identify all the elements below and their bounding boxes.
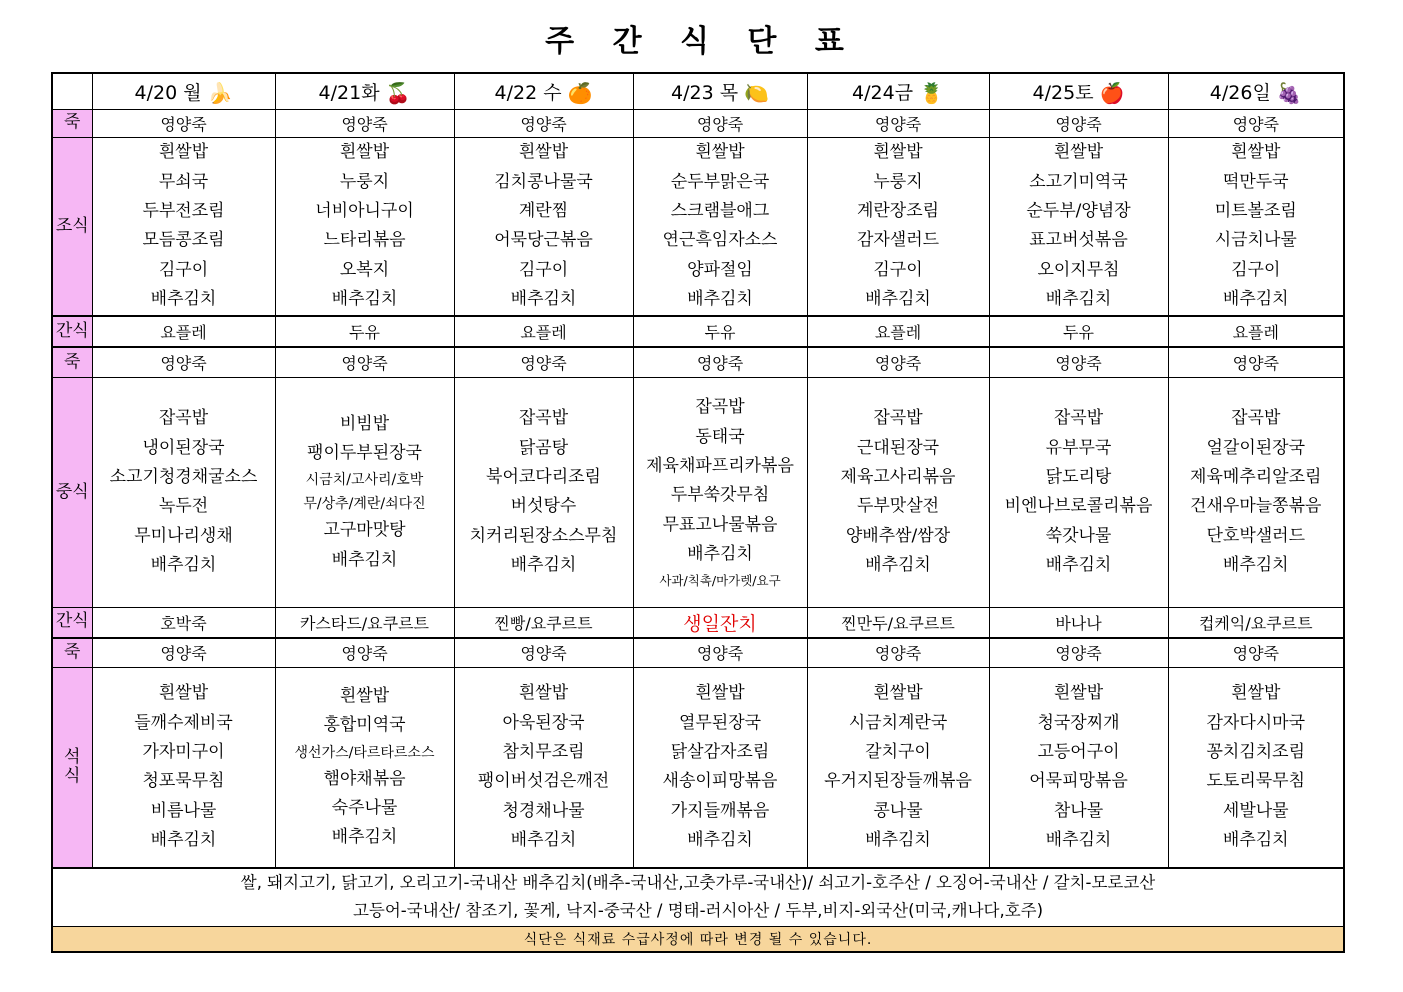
snack-am-cell: 두유	[633, 316, 807, 347]
orange-icon: 🍊	[567, 80, 593, 105]
breakfast-cell	[275, 137, 454, 316]
origin-line-2: 고등어-국내산/ 참조기, 꽃게, 낙지-중국산 / 명태-러시아산 / 두부,비지-외국산(미국,캐나다,호주)	[352, 901, 1044, 921]
dinner-cell	[989, 668, 1168, 868]
dinner-cell	[454, 668, 633, 868]
notice-row	[52, 927, 1344, 952]
menu-item: 무쇠국	[158, 171, 209, 192]
menu-item: 얼갈이된장국	[1206, 437, 1306, 458]
menu-item: 흰쌀밥	[695, 683, 745, 704]
menu-item: 배추김치	[687, 830, 753, 851]
menu-item: 청포묵무침	[142, 771, 225, 792]
menu-item: 청경채나물	[502, 800, 585, 821]
menu-item: 계란장조림	[856, 201, 940, 222]
menu-item: 들깨수제비국	[134, 712, 233, 733]
lunch-cell	[1168, 377, 1344, 607]
lunch-porridge-cell: 영양죽	[275, 347, 454, 377]
snack-am-cell: 두유	[989, 316, 1168, 347]
day-date: 4/21화	[318, 81, 380, 104]
menu-item: 배추김치	[331, 549, 398, 570]
snack-pm-cell: 호박죽	[92, 607, 275, 637]
label-breakfast: 조식	[52, 137, 92, 316]
menu-item: 비빔밥	[339, 413, 390, 434]
menu-item: 잡곡밥	[518, 408, 569, 429]
grape-icon: 🍇	[1276, 80, 1302, 105]
menu-item: 꽁치김치조림	[1206, 741, 1306, 762]
menu-item: 소고기청경채굴소스	[109, 466, 258, 487]
breakfast-cell	[807, 137, 989, 316]
cherry-icon: 🍒	[385, 80, 411, 105]
menu-item: 배추김치	[150, 289, 217, 310]
lunch-cell	[633, 377, 807, 607]
menu-item: 사과/칙촉/마가렛/요구	[659, 572, 781, 588]
menu-item: 근대된장국	[856, 437, 940, 458]
snack-am-cell: 요플레	[807, 316, 989, 347]
menu-item: 북어코다리조림	[486, 466, 601, 487]
menu-item: 배추김치	[1222, 289, 1289, 310]
lunch-porridge-cell: 영양죽	[454, 347, 633, 377]
menu-item: 김구이	[873, 259, 923, 280]
menu-item: 누룽지	[339, 171, 390, 192]
breakfast-row	[52, 137, 1344, 316]
menu-item: 배추김치	[150, 830, 217, 851]
lunch-cell	[807, 377, 989, 607]
lunch-cell	[275, 377, 454, 607]
menu-item: 흰쌀밥	[1231, 142, 1281, 163]
menu-item: 흰쌀밥	[339, 142, 390, 163]
snack-am-cell: 요플레	[92, 316, 275, 347]
dinner-row	[52, 668, 1344, 868]
menu-item: 누룽지	[873, 171, 923, 192]
menu-item: 단호박샐러드	[1206, 525, 1306, 546]
day-header-5	[807, 73, 989, 109]
pineapple-icon: 🍍	[919, 80, 944, 105]
weekly-menu-table	[51, 72, 1345, 953]
lemon-icon: 🍋	[744, 80, 769, 105]
breakfast-porridge-cell: 영양죽	[92, 109, 275, 137]
apple-icon: 🍎	[1099, 80, 1125, 105]
dinner-porridge-row	[52, 638, 1344, 668]
menu-item: 흰쌀밥	[1053, 142, 1104, 163]
menu-item: 햄야채볶음	[323, 768, 406, 789]
menu-item: 유부무국	[1045, 437, 1112, 458]
origin-row	[52, 868, 1344, 927]
day-date: 4/20 월	[134, 81, 202, 104]
page-title: 주 간 식 단 표	[545, 24, 858, 59]
menu-item: 홍합미역국	[323, 715, 406, 736]
lunch-porridge-cell: 영양죽	[989, 347, 1168, 377]
menu-item: 배추김치	[331, 289, 398, 310]
label-lunch: 중식	[52, 377, 92, 607]
menu-item: 배추김치	[1045, 289, 1112, 310]
day-header-6	[989, 73, 1168, 109]
breakfast-cell	[92, 137, 275, 316]
dinner-cell	[807, 668, 989, 868]
menu-item: 아욱된장국	[502, 712, 585, 733]
menu-item: 잡곡밥	[873, 408, 923, 429]
dinner-cell	[275, 668, 454, 868]
breakfast-porridge-cell: 영양죽	[454, 109, 633, 137]
day-date: 4/24금	[852, 81, 914, 104]
dinner-cell	[1168, 668, 1344, 868]
lunch-cell	[454, 377, 633, 607]
menu-item: 느타리볶음	[323, 230, 406, 251]
breakfast-porridge-cell: 영양죽	[633, 109, 807, 137]
lunch-porridge-row	[52, 347, 1344, 377]
dinner-porridge-cell: 영양죽	[807, 638, 989, 668]
menu-item: 잡곡밥	[1231, 408, 1281, 429]
menu-item: 닭곰탕	[518, 437, 569, 458]
menu-item: 배추김치	[865, 830, 931, 851]
menu-item: 배추김치	[510, 289, 577, 310]
menu-item: 감자샐러드	[856, 230, 940, 251]
menu-item: 감자다시마국	[1206, 712, 1306, 733]
menu-item: 제육고사리볶음	[840, 466, 956, 487]
menu-item: 흰쌀밥	[518, 683, 569, 704]
breakfast-porridge-cell: 영양죽	[1168, 109, 1344, 137]
snack-pm-cell: 생일잔치	[633, 607, 807, 637]
menu-item: 두부맛살전	[856, 496, 940, 517]
menu-item: 배추김치	[687, 544, 753, 565]
menu-item: 연근흑임자소스	[662, 230, 778, 251]
snack-pm-cell: 바나나	[989, 607, 1168, 637]
day-header-3	[454, 73, 633, 109]
dinner-cell	[633, 668, 807, 868]
corner-cell	[52, 73, 92, 109]
menu-item: 계란찜	[518, 201, 569, 222]
label-porridge: 죽	[52, 638, 92, 668]
lunch-row	[52, 377, 1344, 607]
menu-item: 무미나리생채	[134, 525, 233, 546]
menu-item: 순두부/양념장	[1026, 201, 1131, 222]
menu-item: 배추김치	[331, 827, 398, 848]
menu-item: 배추김치	[865, 555, 931, 576]
dinner-porridge-cell: 영양죽	[92, 638, 275, 668]
menu-item: 닭살감자조림	[670, 741, 770, 762]
day-header-2	[275, 73, 454, 109]
menu-item: 흰쌀밥	[158, 142, 209, 163]
menu-item: 흰쌀밥	[873, 683, 923, 704]
snack-am-cell: 요플레	[1168, 316, 1344, 347]
label-snack: 간식	[52, 607, 92, 637]
day-header-4	[633, 73, 807, 109]
lunch-cell	[989, 377, 1168, 607]
day-header-7	[1168, 73, 1344, 109]
menu-item: 동태국	[695, 426, 745, 447]
menu-item: 새송이피망볶음	[662, 771, 778, 792]
breakfast-porridge-row	[52, 109, 1344, 137]
menu-item: 배추김치	[1045, 555, 1112, 576]
menu-item: 배추김치	[687, 289, 753, 310]
menu-item: 김치콩나물국	[494, 171, 593, 192]
menu-item: 세발나물	[1222, 800, 1289, 821]
dinner-porridge-cell: 영양죽	[633, 638, 807, 668]
menu-item: 고등어구이	[1037, 741, 1120, 762]
label-porridge: 죽	[52, 347, 92, 377]
menu-item: 시금치/고사리/호박	[305, 472, 424, 489]
breakfast-porridge-cell: 영양죽	[807, 109, 989, 137]
menu-item: 시금치나물	[1214, 230, 1297, 251]
breakfast-porridge-cell: 영양죽	[989, 109, 1168, 137]
menu-item: 우거지된장들깨볶음	[824, 771, 972, 792]
menu-item: 콩나물	[873, 800, 923, 821]
menu-item: 배추김치	[1045, 830, 1112, 851]
day-header-row	[52, 73, 1344, 109]
menu-item: 쑥갓나물	[1045, 525, 1112, 546]
menu-item: 숙주나물	[331, 798, 398, 819]
menu-item: 오이지무침	[1037, 259, 1120, 280]
menu-item: 시금치계란국	[848, 712, 948, 733]
menu-item: 흰쌀밥	[873, 142, 923, 163]
snack-am-cell: 두유	[275, 316, 454, 347]
banana-icon: 🍌	[207, 80, 233, 105]
menu-item: 두부전조림	[142, 201, 225, 222]
menu-item: 치커리된장소스무침	[469, 525, 618, 546]
menu-item: 팽이두부된장국	[307, 442, 422, 463]
menu-item: 가지들깨볶음	[670, 800, 770, 821]
snack-am-cell: 요플레	[454, 316, 633, 347]
snack-pm-cell: 카스타드/요쿠르트	[275, 607, 454, 637]
menu-item: 참나물	[1053, 800, 1104, 821]
breakfast-porridge-cell: 영양죽	[275, 109, 454, 137]
lunch-porridge-cell: 영양죽	[1168, 347, 1344, 377]
menu-item: 닭도리탕	[1045, 466, 1112, 487]
menu-item: 가자미구이	[142, 741, 225, 762]
menu-item: 순두부맑은국	[670, 171, 770, 192]
menu-item: 청국장찌개	[1037, 712, 1120, 733]
lunch-porridge-cell: 영양죽	[92, 347, 275, 377]
label-porridge: 죽	[52, 109, 92, 137]
menu-item: 배추김치	[510, 830, 577, 851]
menu-item: 흰쌀밥	[158, 683, 209, 704]
menu-item: 흰쌀밥	[1231, 683, 1281, 704]
dinner-porridge-cell: 영양죽	[454, 638, 633, 668]
day-header-1	[92, 73, 275, 109]
label-snack: 간식	[52, 316, 92, 347]
lunch-porridge-cell: 영양죽	[633, 347, 807, 377]
menu-item: 비엔나브로콜리볶음	[1004, 496, 1153, 517]
menu-item: 흰쌀밥	[339, 685, 390, 706]
menu-item: 미트볼조림	[1214, 201, 1297, 222]
label-dinner-part-2: 식	[64, 766, 81, 787]
snack-pm-cell: 찐빵/요쿠르트	[454, 607, 633, 637]
breakfast-cell	[454, 137, 633, 316]
origin-info	[52, 868, 1344, 927]
menu-item: 떡만두국	[1222, 171, 1289, 192]
morning-snack-row	[52, 316, 1344, 347]
dinner-cell	[92, 668, 275, 868]
menu-item: 양파절임	[687, 259, 753, 280]
menu-item: 오복지	[339, 259, 390, 280]
day-date: 4/22 수	[494, 81, 562, 104]
day-date: 4/23 목	[671, 81, 739, 104]
menu-item: 모듬콩조림	[142, 230, 225, 251]
menu-item: 버섯탕수	[510, 496, 577, 517]
day-date: 4/26일	[1209, 81, 1271, 104]
menu-item: 녹두전	[158, 496, 209, 517]
menu-item: 팽이버섯검은깨전	[477, 771, 610, 792]
menu-item: 잡곡밥	[695, 397, 745, 418]
menu-item: 김구이	[518, 259, 569, 280]
menu-item: 김구이	[158, 259, 209, 280]
snack-pm-cell: 찐만두/요쿠르트	[807, 607, 989, 637]
menu-item: 배추김치	[865, 289, 931, 310]
dinner-porridge-cell: 영양죽	[989, 638, 1168, 668]
afternoon-snack-row	[52, 607, 1344, 637]
menu-item: 표고버섯볶음	[1029, 230, 1128, 251]
lunch-porridge-cell: 영양죽	[807, 347, 989, 377]
label-dinner-part-1: 석	[64, 746, 81, 767]
menu-item: 제육채파프리카볶음	[646, 455, 794, 476]
menu-item: 무/상추/계란/쇠다진	[303, 496, 426, 513]
menu-item: 배추김치	[150, 555, 217, 576]
breakfast-cell	[989, 137, 1168, 316]
menu-item: 두부쑥갓무침	[670, 485, 770, 506]
menu-item: 냉이된장국	[142, 437, 225, 458]
menu-item: 어묵당근볶음	[494, 230, 593, 251]
menu-item: 무표고나물볶음	[662, 514, 778, 535]
menu-item: 생선가스/타르타르소스	[294, 744, 435, 761]
menu-item: 열무된장국	[678, 712, 762, 733]
menu-item: 어묵피망볶음	[1029, 771, 1128, 792]
menu-item: 고구마맛탕	[323, 520, 406, 541]
snack-pm-cell: 컵케익/요쿠르트	[1168, 607, 1344, 637]
origin-line-1: 쌀, 돼지고기, 닭고기, 오리고기-국내산 배추김치(배추-국내산,고춧가루-국내산)/ 쇠고기-호주산 / 오징어-국내산 / 갈치-모로코산	[240, 873, 1156, 893]
menu-item: 도토리묵무침	[1206, 771, 1306, 792]
dinner-porridge-cell: 영양죽	[1168, 638, 1344, 668]
menu-item: 너비아니구이	[315, 201, 414, 222]
menu-item: 배추김치	[1222, 555, 1289, 576]
menu-item: 건새우마늘쫑볶음	[1190, 496, 1322, 517]
menu-item: 제육메추리알조림	[1190, 466, 1322, 487]
menu-item: 갈치구이	[865, 741, 931, 762]
menu-item: 흰쌀밥	[518, 142, 569, 163]
menu-item: 배추김치	[510, 555, 577, 576]
menu-item: 참치무조림	[502, 741, 585, 762]
menu-item: 스크램블애그	[670, 201, 770, 222]
menu-item: 소고기미역국	[1029, 171, 1128, 192]
lunch-cell	[92, 377, 275, 607]
menu-item: 비름나물	[150, 800, 217, 821]
breakfast-cell	[633, 137, 807, 316]
notice-text: 식단은 식재료 수급사정에 따라 변경 될 수 있습니다.	[52, 927, 1344, 952]
menu-item: 흰쌀밥	[1053, 683, 1104, 704]
breakfast-cell	[1168, 137, 1344, 316]
menu-item: 흰쌀밥	[695, 142, 745, 163]
menu-item: 김구이	[1231, 259, 1281, 280]
menu-item: 잡곡밥	[1053, 408, 1104, 429]
menu-item: 양배추쌈/쌈장	[845, 525, 951, 546]
label-dinner	[52, 668, 92, 868]
dinner-porridge-cell: 영양죽	[275, 638, 454, 668]
menu-item: 배추김치	[1222, 830, 1289, 851]
day-date: 4/25토	[1032, 81, 1094, 104]
menu-item: 잡곡밥	[158, 408, 209, 429]
